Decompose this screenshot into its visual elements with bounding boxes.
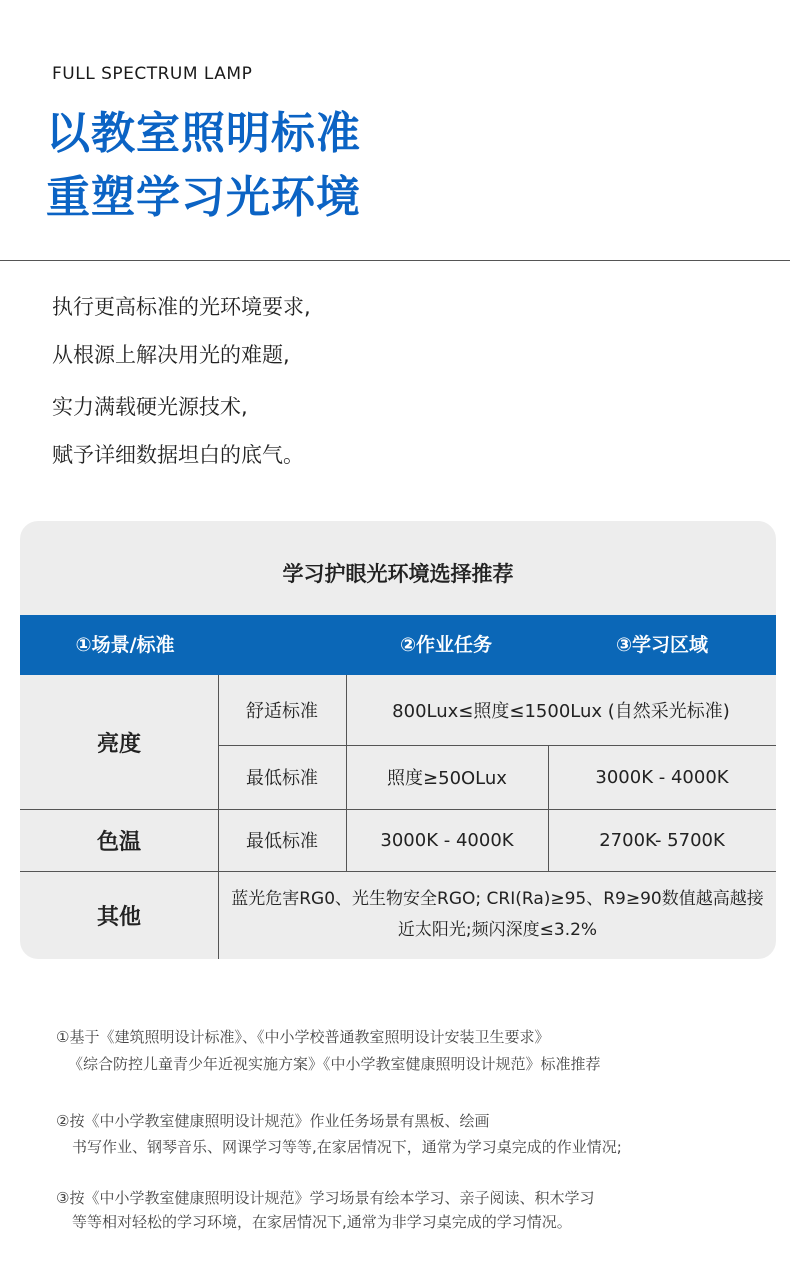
footnote-3-line-2: 等等相对轻松的学习环境，在家居情况下,通常为非学习桌完成的学习情况。 xyxy=(72,1213,572,1231)
recommendation-card xyxy=(20,521,776,959)
brightness-min-area: 3000K - 4000K xyxy=(595,766,729,788)
brightness-min-label: 最低标准 xyxy=(246,768,318,789)
other-value: 蓝光危害RG0、光生物安全RGO; CRI(Ra)≥95、R9≥90数值越高越接近太阳光;频闪深度≤3.2% xyxy=(231,889,764,940)
headline-line-2: 重塑学习光环境 xyxy=(46,172,361,223)
color-temp-task: 3000K - 4000K xyxy=(380,829,514,851)
brightness-min-task: 照度≥50OLux xyxy=(387,768,507,789)
column-header-task: ②作业任务 xyxy=(399,634,493,656)
intro-line: 赋予详细数据坦白的底气。 xyxy=(52,443,304,467)
intro-line: 从根源上解决用光的难题, xyxy=(52,343,290,367)
brightness-comfort-label: 舒适标准 xyxy=(246,701,318,722)
section-divider xyxy=(0,260,790,261)
headline-line-1: 以教室照明标准 xyxy=(46,108,361,159)
footnote-3-line-1: ③按《中小学教室健康照明设计规范》学习场景有绘本学习、亲子阅读、积木学习 xyxy=(56,1189,595,1207)
table-title: 学习护眼光环境选择推荐 xyxy=(282,562,514,586)
color-temp-area: 2700K- 5700K xyxy=(599,829,725,851)
column-header-scene: ①场景/标准 xyxy=(75,634,175,656)
brightness-comfort-value: 800Lux≤照度≤1500Lux (自然采光标准) xyxy=(392,701,730,722)
eyebrow-label: FULL SPECTRUM LAMP xyxy=(52,64,253,84)
intro-line: 执行更高标准的光环境要求, xyxy=(52,295,311,319)
intro-line: 实力满载硬光源技术, xyxy=(52,395,248,419)
table-header xyxy=(20,615,776,675)
row-label-other: 其他 xyxy=(96,904,141,930)
footnote-2-line-1: ②按《中小学教室健康照明设计规范》作业任务场景有黑板、绘画 xyxy=(56,1112,490,1130)
color-temp-min-label: 最低标准 xyxy=(246,831,318,852)
column-header-area: ③学习区域 xyxy=(615,634,709,656)
footnote-1-line-2: 《综合防控儿童青少年近视实施方案》《中小学教室健康照明设计规范》标准推荐 xyxy=(68,1055,601,1073)
footnote-1-line-1: ①基于《建筑照明设计标准》、《中小学校普通教室照明设计安装卫生要求》 xyxy=(56,1028,550,1046)
footnote-2-line-2: 书写作业、钢琴音乐、网课学习等等,在家居情况下，通常为学习桌完成的作业情况; xyxy=(72,1138,622,1156)
row-label-brightness: 亮度 xyxy=(96,731,141,757)
row-label-color-temp: 色温 xyxy=(96,829,141,855)
